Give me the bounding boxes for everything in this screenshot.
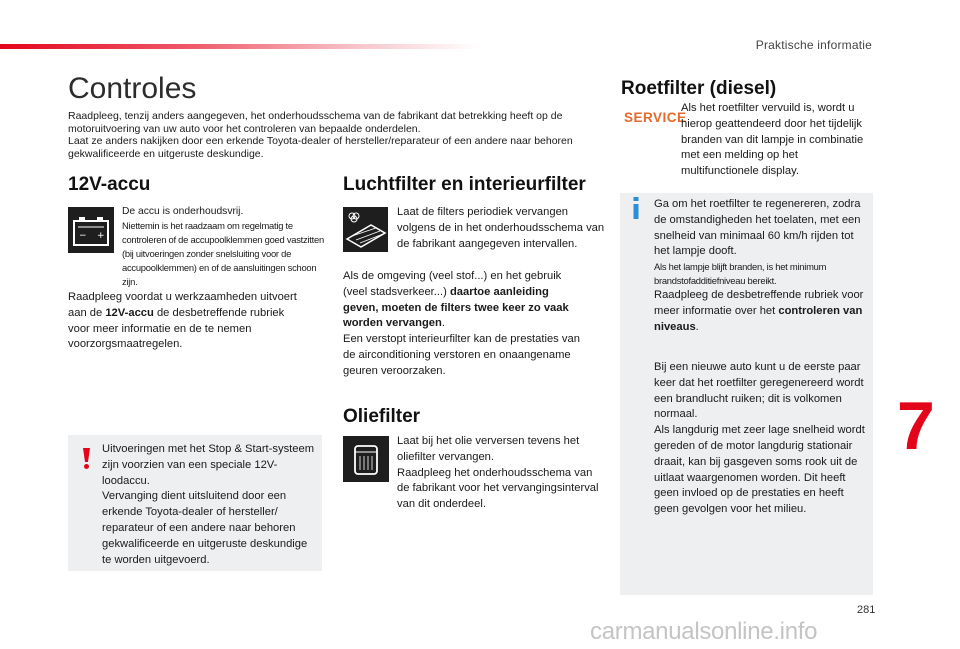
diesel-info-3-start: Raadpleeg de desbetreffende rubriek voor meer informatie over het [654,289,864,317]
intro-paragraph-1: Raadpleeg, tenzij anders aangegeven, het onderhoudsschema van de fabrikant dat betrekking heeft op de motoruitvoering van uw auto voor het controleren van bepaalde onderdelen. [68,110,563,135]
battery-paragraph-bold: 12V-accu [105,306,154,319]
battery-paragraph-start: Raadpleeg voordat u werkzaamheden uitvoert aan de [68,291,297,319]
page-number: 281 [857,604,876,616]
battery-warning-text [102,442,317,568]
battery-info [122,205,327,289]
battery-paragraph-end: de desbetreffende rubriek voor meer informatie en de te nemen voorzorgsmaatregelen. [68,306,285,351]
battery-warning-2: Vervanging dient uitsluitend door een erkende Toyota-dealer of hersteller/ reparateur of een andere naar behoren gekwalificeerde en uitgeruste deskundige te worden uitgevoerd. [102,490,308,566]
diesel-filter-intro: Als het roetfilter vervuild is, wordt u hierop geattendeerd door het tijdelijk branden van dit lampje in combinatie met een melding op het multifunctionele display. [681,102,864,178]
oil-filter-line-2: Raadpleeg het onderhoudsschema van de fabrikant voor het vervangingsinterval van dit onderdeel. [397,466,599,511]
diesel-info-3-end: . [695,320,699,333]
diesel-info-2: Als het lampje blijft branden, is het minimum brandstofadditiefniveau bereikt. [654,261,827,287]
air-filter-heading: Luchtfilter en interieurfilter [343,174,586,195]
oil-filter-heading: Oliefilter [343,406,421,427]
battery-icon [68,207,114,253]
info-icon [630,197,642,219]
chapter-number: 7 [897,388,935,464]
air-filter-p1-end: . [441,317,445,330]
diesel-info-1: Ga om het roetfilter te regenereren, zodra de omstandigheden het toelaten, met een snelheid van minimaal 60 km/h rijden tot het lampje dooft. [654,198,861,258]
svg-text:−: − [79,231,87,241]
warning-icon [78,446,94,470]
oil-filter-text [397,434,607,513]
air-filter-p1-start: Als de omgeving (veel stof...) en het gebruik (veel stadsverkeer...) [343,270,562,298]
service-warning-icon: SERVICE [624,110,687,125]
oil-filter-icon [343,436,389,482]
battery-warning-1: Uitvoeringen met het Stop & Start-systeem zijn voorzien van een speciale 12V-loodaccu. [102,443,315,487]
diesel-info-4: Bij een nieuwe auto kunt u de eerste paar keer dat het roetfilter geregenereerd wordt een brandlucht ruiken; dit is volkomen normaal. [654,361,864,421]
air-filter-text [343,269,583,380]
air-filter-p1-bold: daartoe aanleiding geven, moeten de filters twee keer zo vaak worden vervangen [343,285,569,330]
page-intro [68,110,608,160]
page-title: Controles [68,72,197,105]
air-filter-icon [343,207,388,252]
diesel-info-text [654,197,868,336]
svg-text:+: + [97,231,105,241]
oil-filter-line-1: Laat bij het olie verversen tevens het oliefilter vervangen. [397,435,580,463]
diesel-filter-heading: Roetfilter (diesel) [621,78,777,99]
intro-paragraph-2: Laat ze anders nakijken door een erkende Toyota-dealer of hersteller/reparateur of een andere naar behoren gekwalificeerde en uitgeruste deskundige. [68,135,573,160]
section-label: Praktische informatie [755,38,872,52]
battery-check-advice: Niettemin is het raadzaam om regelmatig te controleren of de accupoolklemmen goed vastzitten (bij uitvoeringen zonder snelsluiting voor de accupoolklemmen) en of de aansluitingen schoon zijn. [122,220,324,287]
diesel-info-5: Als langdurig met zeer lage snelheid wordt gereden of de motor langdurig stationair draait, kan bij gasgeven soms rook uit de uitlaat waargenomen worden. Dit heeft geen invloed op de prestaties en heeft geen gevolgen voor het milieu. [654,424,865,516]
air-filter-intro: Laat de filters periodiek vervangen volgens de in het onderhoudsschema van de fabrikant aangegeven intervallen. [397,206,605,250]
battery-paragraph [68,290,300,353]
watermark: carmanualsonline.info [590,618,818,645]
diesel-info-text-2 [654,360,868,518]
air-filter-p2: Een verstopt interieurfilter kan de prestaties van de airconditioning verstoren en onaangename geuren veroorzaken. [343,333,580,377]
diesel-info-3-bold: controleren van niveaus [654,304,863,333]
battery-maintenance-free: De accu is onderhoudsvrij. [122,206,244,217]
header-accent-bar [0,44,480,49]
battery-heading: 12V-accu [68,174,151,195]
